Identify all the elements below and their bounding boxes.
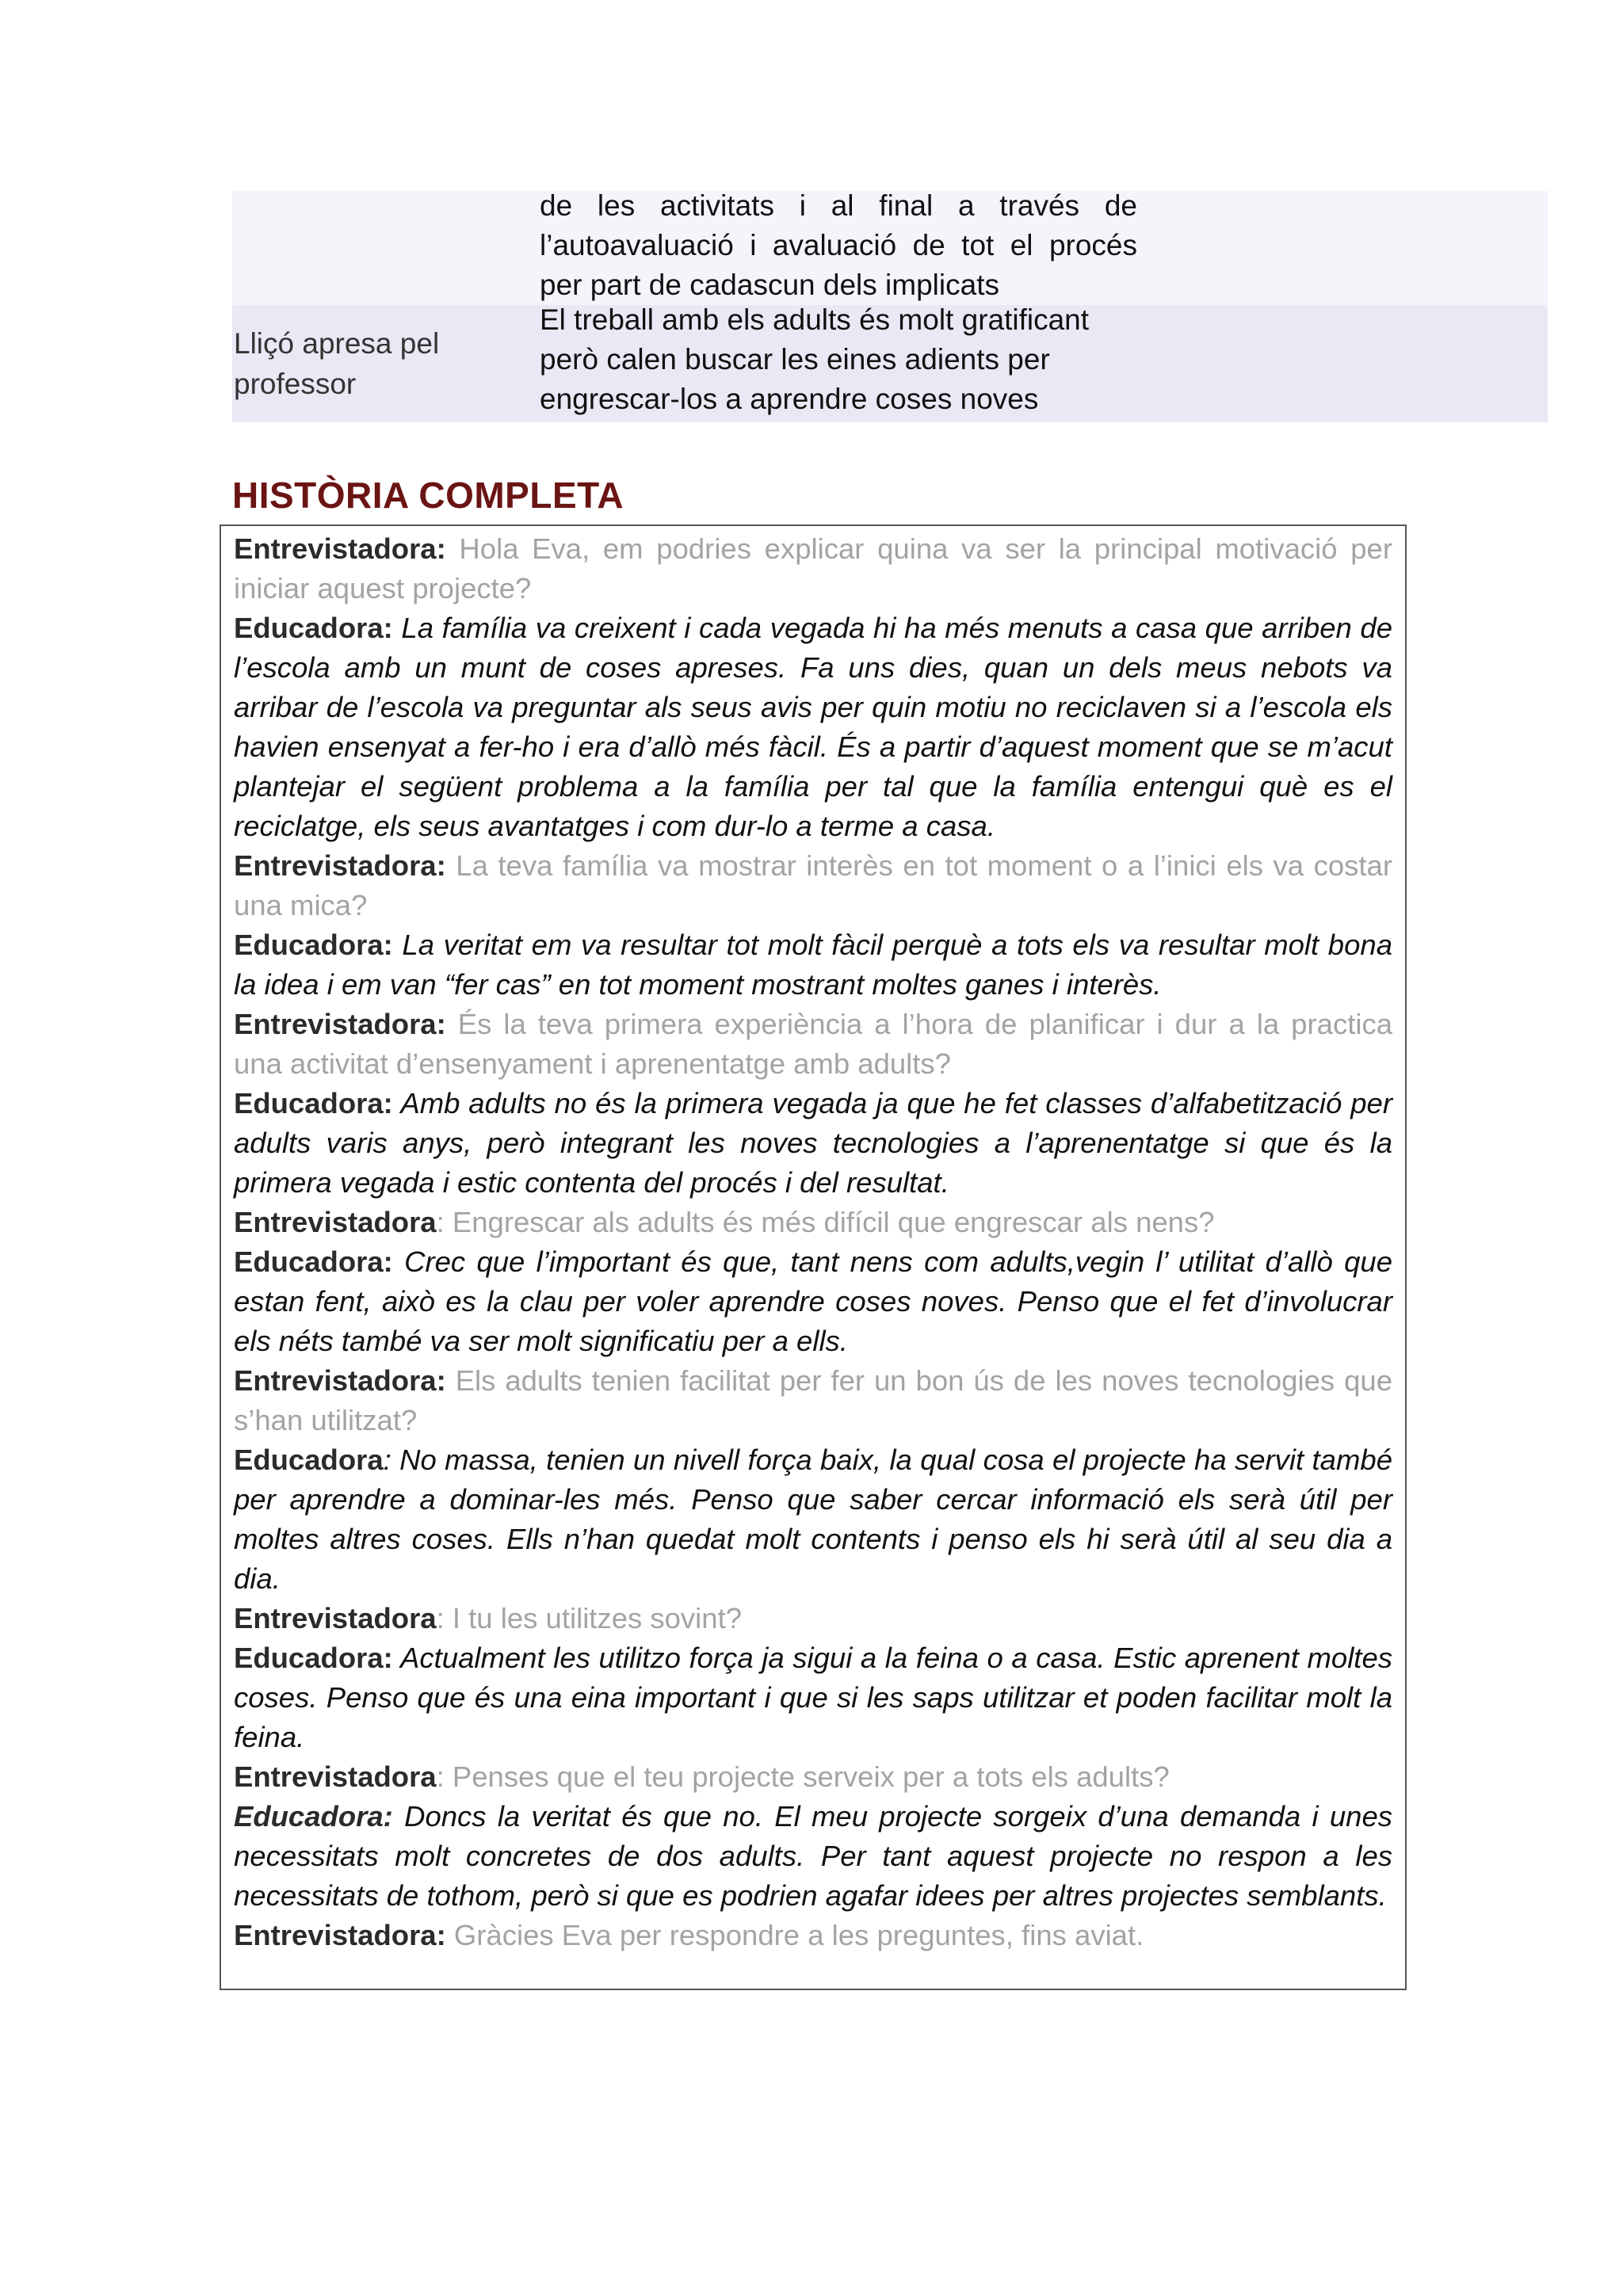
interview-question — [234, 1916, 1392, 1955]
speaker-label: Educadora — [234, 1444, 384, 1476]
row-label: Lliçó apresa pel professor — [234, 327, 440, 400]
question-text: : Engrescar als adults és més difícil que engrescar als nens? — [436, 1206, 1215, 1238]
table-value-cell: El treball amb els adults és molt gratificant però calen buscar les eines adients per engrescar-los a aprendre coses noves — [540, 303, 1090, 415]
interview-question — [234, 1599, 1392, 1638]
interview-question — [234, 846, 1392, 925]
interview-answer — [234, 1440, 1392, 1599]
speaker-label: Educadora: — [234, 929, 393, 961]
speaker-label: Entrevistadora — [234, 1760, 437, 1793]
interview-box — [220, 524, 1407, 1990]
section-title: HISTÒRIA COMPLETA — [232, 475, 624, 516]
question-text: És la teva primera experiència a l’hora de planificar i dur a la practica una activitat d’ensenyament i aprenentatge amb adults? — [234, 1008, 1392, 1080]
answer-text: Doncs la veritat és que no. El meu projecte sorgeix d’una demanda i unes necessitats molt concretes de dos adults. Per tant aquest projecte no respon a les necessitats de tothom, però si que es podrien agafar idees per altres projectes semblants. — [234, 1800, 1392, 1912]
question-text: La teva família va mostrar interès en tot moment o a l’inici els va costar una mica? — [234, 849, 1392, 921]
answer-text: La família va creixent i cada vegada hi ha més menuts a casa que arriben de l’escola amb un munt de coses apreses. Fa uns dies, quan un dels meus nebots va arribar de l’escola va preguntar als seus avis per quin motiu no reciclaven si a l’escola els havien ensenyat a fer-ho i era d’allò més fàcil. És a partir d’aquest moment que se m’acut plantejar el següent problema a la família per tal que la família entengui què es el reciclatge, els seus avantatges i com dur-lo a terme a casa. — [234, 612, 1392, 842]
question-text: Gràcies Eva per respondre a les preguntes, fins aviat. — [445, 1919, 1144, 1951]
speaker-label: Educadora: — [234, 612, 393, 644]
speaker-label: Entrevistadora: — [234, 532, 446, 565]
interview-question — [234, 529, 1392, 608]
speaker-label: Educadora: — [234, 1642, 393, 1674]
speaker-label: Entrevistadora: — [234, 1364, 446, 1397]
speaker-label: Educadora: — [234, 1087, 393, 1119]
interview-answer — [234, 925, 1392, 1005]
interview-question — [234, 1203, 1392, 1242]
answer-text: : No massa, tenien un nivell força baix, la qual cosa el projecte ha servit també per aprendre a dominar-les més. Penso que saber cercar informació els serà útil per moltes altres coses. Ells n’han quedat molt contents i penso els hi serà útil al seu dia a dia. — [234, 1444, 1392, 1595]
table-value-cell: de les activitats i al final a través de l’autoavaluació i avaluació de tot el procés per part de cadascun dels implicats — [540, 189, 1137, 301]
speaker-label: Entrevistadora: — [234, 849, 446, 882]
interview-question — [234, 1005, 1392, 1084]
question-text: : Penses que el teu projecte serveix per a tots els adults? — [436, 1760, 1170, 1793]
question-text: Hola Eva, em podries explicar quina va ser la principal motivació per iniciar aquest projecte? — [234, 532, 1392, 605]
interview-answer — [234, 608, 1392, 846]
speaker-label: Entrevistadora: — [234, 1008, 446, 1040]
question-text: Els adults tenien facilitat per fer un bon ús de les noves tecnologies que s’han utilitzat? — [234, 1364, 1392, 1436]
interview-answer — [234, 1797, 1392, 1916]
interview-answer — [234, 1084, 1392, 1203]
table-label-cell — [232, 191, 540, 305]
answer-text: Actualment les utilitzo força ja sigui a la feina o a casa. Estic aprenent moltes coses. Penso que és una eina important i que si les saps utilitzar et poden facilitar molt la feina. — [234, 1642, 1392, 1753]
interview-question — [234, 1757, 1392, 1797]
answer-text: Crec que l’important és que, tant nens com adults,vegin l’ utilitat d’allò que estan fent, això es la clau per voler aprendre coses noves. Penso que el fet d’involucrar els néts també va ser molt significatiu per a ells. — [234, 1245, 1392, 1357]
table-row — [232, 305, 1548, 422]
table-row — [232, 191, 1548, 305]
interview-question — [234, 1361, 1392, 1440]
answer-text: La veritat em va resultar tot molt fàcil perquè a tots els va resultar molt bona la idea i em van “fer cas” en tot moment mostrant moltes ganes i interès. — [234, 929, 1392, 1001]
interview-answer — [234, 1638, 1392, 1757]
interview-answer — [234, 1242, 1392, 1361]
speaker-label: Entrevistadora — [234, 1602, 437, 1634]
question-text: : I tu les utilitzes sovint? — [436, 1602, 743, 1634]
speaker-label: Entrevistadora: — [234, 1919, 446, 1951]
table-label-cell — [232, 305, 540, 422]
summary-table — [232, 191, 1548, 422]
speaker-label: Educadora: — [234, 1245, 393, 1278]
answer-text: Amb adults no és la primera vegada ja que he fet classes d’alfabetització per adults varis anys, però integrant les noves tecnologies a l’aprenentatge si que és la primera vegada i estic contenta del procés i del resultat. — [234, 1087, 1392, 1199]
speaker-label: Entrevistadora — [234, 1206, 437, 1238]
speaker-label: Educadora: — [234, 1800, 393, 1833]
